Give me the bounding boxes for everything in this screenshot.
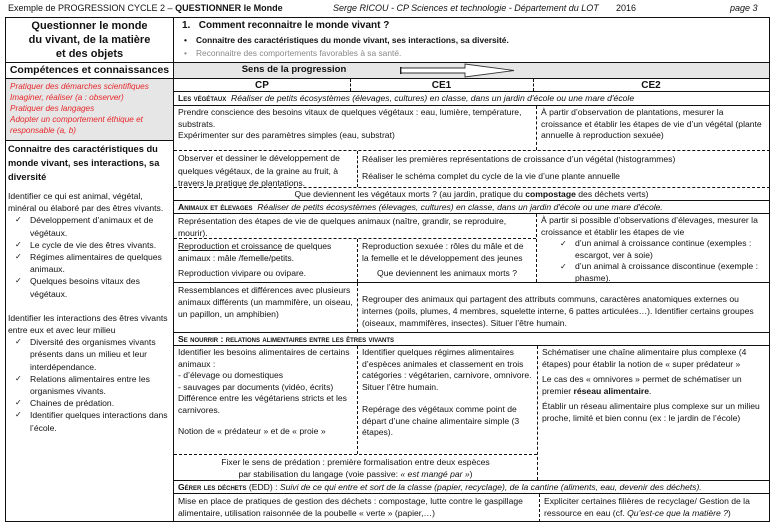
practice-item: Imaginer, réaliser (a : observer) bbox=[10, 93, 124, 102]
bullet-icon: • bbox=[184, 35, 187, 45]
dechets-cp-ce1: Mise en place de pratiques de gestion des déchets : compostage, lutte contre le gaspillage alimentaire, utilisation raisonnée de la poubelle « verte » (papier,…) bbox=[178, 496, 523, 518]
cell-text: ) bbox=[727, 508, 731, 518]
question-number: 1. bbox=[182, 20, 191, 31]
level-cp: CP bbox=[255, 80, 269, 91]
page-header bbox=[8, 3, 768, 15]
level-ce2: CE2 bbox=[641, 80, 661, 91]
domain-title-line: et des objets bbox=[55, 48, 124, 60]
animaux-ce1-reproduction bbox=[358, 239, 536, 280]
vegetaux-ce1-ce2-represent bbox=[358, 152, 768, 183]
doc-title bbox=[8, 3, 283, 15]
cell-text: de quelques animaux : mâle /femelle/petits. bbox=[178, 241, 332, 263]
animaux-ce2-list bbox=[541, 238, 765, 284]
question-block bbox=[178, 19, 768, 59]
level-ce1: CE1 bbox=[431, 80, 452, 91]
animaux-cp-ce1-stages: Représentation des étapes de vie de quelques animaux (naître, grandir, se reproduire, mourir). bbox=[178, 216, 507, 238]
section-title: Les végétaux bbox=[178, 93, 227, 103]
cell-text: Notion de « prédateur » et de « proie » bbox=[178, 426, 326, 436]
knowledge-item: ✓ Identifier quelques interactions dans l’école. bbox=[8, 409, 171, 433]
question-bullet: Reconnaitre des comportements favorables à sa santé. bbox=[196, 47, 402, 58]
bullet-icon: • bbox=[184, 47, 187, 58]
knowledge-list bbox=[8, 214, 171, 299]
nourrir-cp-ce1-predation bbox=[174, 455, 537, 481]
list-item: ✓ d’un animal à croissance continue (exemples : escargot, ver à soie) bbox=[553, 238, 765, 261]
section-title: Animaux et élevages bbox=[178, 202, 253, 212]
arrow-right-icon bbox=[400, 63, 520, 79]
cell-text: Reproduction sexuée : rôles du mâle et de la femelle et le développement des jeunes bbox=[362, 241, 524, 263]
knowledge-item: ✓ Diversité des organismes vivants présents dans un milieu et leur interdépendance. bbox=[8, 336, 171, 373]
knowledge-column bbox=[8, 142, 171, 434]
author-line: Serge RICOU - CP Sciences et technologie - Département du LOT bbox=[333, 3, 599, 13]
section-description: Suivi de ce qui entre et sort de la classe (papier, recyclage), de la cantine (aliments, eau, devenir des déchets). bbox=[279, 482, 702, 492]
nourrir-cp bbox=[174, 346, 357, 439]
competences-header: Compétences et connaissances bbox=[9, 64, 170, 76]
cell-text: Que deviennent les animaux morts ? bbox=[377, 268, 517, 278]
knowledge-item: ✓ Relations alimentaires entre les organismes vivants. bbox=[8, 373, 171, 397]
knowledge-item: ✓ Régimes alimentaires de quelques animaux. bbox=[8, 251, 171, 275]
cell-text: Le cas des « omnivores » permet de schématiser un premier bbox=[542, 374, 742, 396]
cell-text: ) bbox=[469, 469, 473, 479]
cell-text: - d’élevage ou domestiques bbox=[178, 370, 284, 380]
cell-text: Expérimenter sur des paramètres simples (eau, substrat) bbox=[178, 130, 395, 140]
cell-text: Réaliser le schéma complet du cycle de la vie d’une plante annuelle bbox=[362, 171, 620, 181]
cell-text-italic: « est mangé par » bbox=[400, 469, 470, 479]
divider bbox=[5, 140, 173, 141]
section-title: Gérer les déchets bbox=[178, 482, 247, 492]
domain-title bbox=[6, 19, 173, 61]
cell-text: Prendre conscience des besoins vitaux de quelques végétaux : eau, lumière, température, substrats. bbox=[178, 107, 522, 129]
cell-text: Établir un réseau alimentaire plus complexe sur un milieu proche, limité et bien connu (ex : le jardin de l’école) bbox=[542, 401, 760, 423]
animaux-ce2-growth bbox=[537, 214, 769, 285]
practice-item: Adopter un comportement éthique et responsable (a, b) bbox=[10, 115, 143, 135]
cell-text: des déchets verts) bbox=[575, 189, 649, 199]
vegetaux-cp-observe: Observer et dessiner le développement de quelques végétaux, de la graine au fruit, à travers la pratique de plantations. bbox=[178, 153, 340, 188]
knowledge-title: Connaitre des caractéristiques du monde vivant, ses interactions, sa diversité bbox=[8, 144, 160, 182]
cell-text: Expliciter certaines filières de recyclage/ Gestion de la ressource en eau (cf. bbox=[544, 496, 750, 518]
domain-title-line: Questionner le monde bbox=[31, 20, 148, 32]
section-description: Réaliser de petits écosystèmes (élevages, cultures) en classe, dans un jardin d'école ou une mare d'école. bbox=[257, 202, 663, 212]
cell-text: Fixer le sens de prédation : première formalisation entre deux espèces bbox=[221, 457, 490, 467]
section-description: Réaliser de petits écosystèmes (élevages, cultures) en classe, dans un jardin d'école ou une mare d'école bbox=[230, 93, 635, 103]
question-bullet: Connaitre des caractéristiques du monde vivant, ses interactions, sa diversité. bbox=[196, 35, 509, 45]
nourrir-ce2 bbox=[538, 346, 769, 425]
practice-item: Pratiquer des démarches scientifiques bbox=[10, 82, 149, 91]
knowledge-item: ✓ Chaines de prédation. bbox=[8, 397, 171, 409]
cell-text: Reproduction vivipare ou ovipare. bbox=[178, 268, 307, 278]
cell-text-bold: réseau alimentaire bbox=[573, 385, 650, 396]
progression-label: Sens de la progression bbox=[241, 64, 347, 75]
page-number: page 3 bbox=[730, 3, 758, 13]
cell-text: Différence entre les végétariens stricts et les carnivores. bbox=[178, 393, 347, 415]
cell-text: Situer l’être humain. bbox=[362, 381, 439, 392]
title-bold: QUESTIONNER le Monde bbox=[175, 3, 283, 13]
cell-text-italic: Qu’est-ce que la matière ? bbox=[627, 508, 728, 518]
cell-text: À partir si possible d’observations d’élevages, mesurer la croissance et établir les étapes de vie bbox=[541, 215, 758, 237]
cell-text: Identifier les besoins alimentaires de certains animaux : bbox=[178, 347, 350, 369]
cell-text: Que deviennent les végétaux morts ? (au jardin, pratique du bbox=[294, 189, 526, 199]
cell-text: par stabilisation du langage (voie passive: bbox=[238, 469, 401, 479]
cell-text-bold: compostage bbox=[525, 189, 576, 199]
animaux-cp-reproduction bbox=[174, 239, 357, 280]
cell-text: Repérage des végétaux comme point de départ d’une chaine alimentaire simple (3 étapes). bbox=[362, 404, 520, 437]
cell-text: Réaliser les premières représentations de croissance d’un végétal (histogrammes) bbox=[362, 154, 676, 164]
knowledge-item: ✓ Le cycle de vie des êtres vivants. bbox=[8, 239, 171, 251]
knowledge-list bbox=[8, 336, 171, 434]
year: 2016 bbox=[616, 3, 637, 13]
cell-text: Schématiser une chaîne alimentaire plus complexe (4 étapes) pour établir la notion de « super prédateur » bbox=[542, 347, 747, 369]
title-prefix: Exemple de PROGRESSION CYCLE 2 – bbox=[8, 3, 176, 13]
animaux-cp-compare: Ressemblances et différences avec plusieurs animaux différents (un mammifère, un oiseau, un papillon, un amphibien) bbox=[178, 285, 353, 319]
cell-text-underline: Reproduction et croissance bbox=[178, 241, 283, 251]
practice-item: Pratiquer des langages bbox=[10, 104, 95, 113]
question-text: Comment reconnaitre le monde vivant ? bbox=[198, 20, 390, 31]
knowledge-intro: Identifier ce qui est animal, végétal, minéral ou élaboré par des êtres vivants. bbox=[8, 191, 164, 214]
cell-text: . bbox=[649, 385, 652, 396]
vegetaux-cp-ce1-needs bbox=[174, 106, 534, 143]
animaux-ce1-ce2-group: Regrouper des animaux qui partagent des attributs communs, caractères anatomiques externes ou internes (poils, plumes, 4 membres, squelette interne, 6 pattes articulées…). Identifier certains groupes (oiseaux, mammifères, insectes). Situer l’être humain. bbox=[362, 294, 754, 328]
cell-text: Identifier quelques régimes alimentaires d’espèces animales et classement en trois catégories : végétarien, carnivore, omnivore. bbox=[362, 347, 532, 380]
knowledge-item: ✓ Développement d’animaux et de végétaux. bbox=[8, 214, 171, 238]
practices-block bbox=[6, 79, 173, 140]
section-title: Se nourrir : relations alimentaires entre les êtres vivants bbox=[178, 334, 395, 344]
domain-title-line: du vivant, de la matière bbox=[28, 34, 151, 46]
section-edd: (EDD) : bbox=[246, 482, 280, 492]
vegetaux-ce2-growth: À partir d’observation de plantations, mesurer la croissance et établir les étapes de vie d’un végétal (plante annuelle à reproduction sexuée) bbox=[541, 107, 762, 140]
cell-text: - sauvages par documents (vidéo, écrits) bbox=[178, 381, 334, 392]
list-item: ✓ d’un animal à croissance discontinue (exemple : phasme). bbox=[553, 261, 765, 284]
nourrir-ce1 bbox=[358, 346, 536, 440]
section-vegetaux-heading bbox=[174, 92, 769, 105]
knowledge-item: ✓ Quelques besoins vitaux des végétaux. bbox=[8, 275, 171, 299]
knowledge-intro: Identifier les interactions des êtres vivants entre eux et avec leur milieu bbox=[8, 312, 168, 336]
dechets-ce2 bbox=[540, 494, 769, 520]
